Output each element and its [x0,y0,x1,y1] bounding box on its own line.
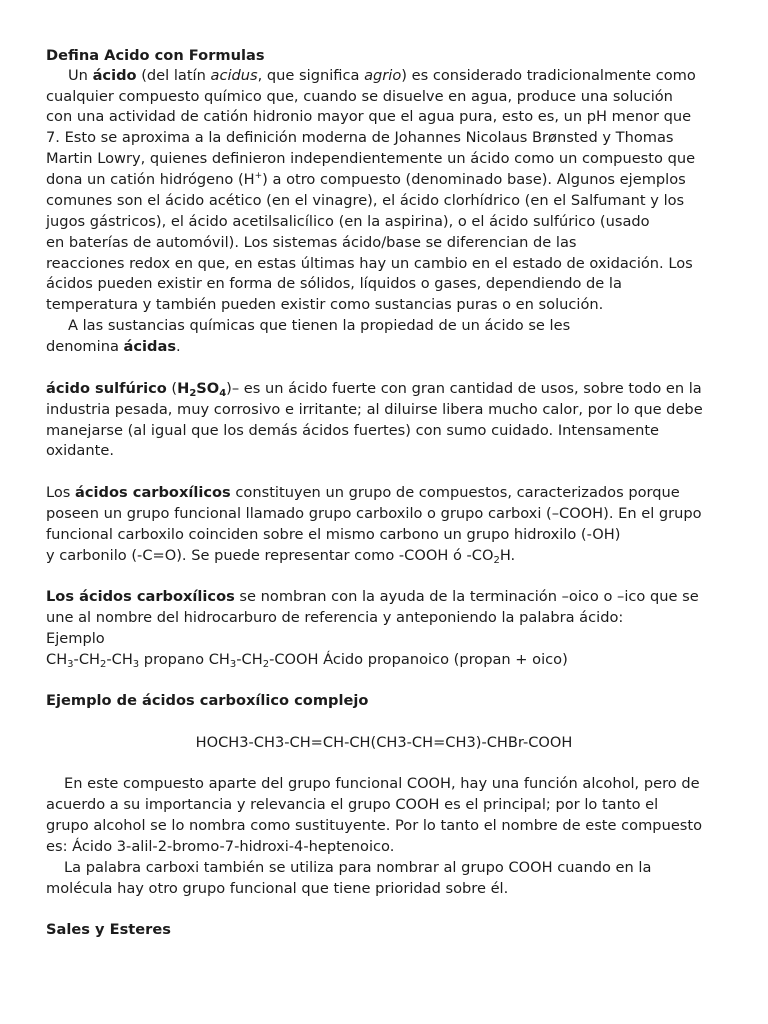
paragraph-line: Un ácido (del latín acidus, que significa agrio) es considerado tradicionalmente como [68,67,696,84]
paragraph-line: jugos gástricos), el ácido acetilsalicílico (en la aspirina), o el ácido sulfúrico (usado [46,213,650,230]
paragraph-line: ácido sulfúrico $(H_2SO_4)-$ es un ácido fuerte con gran cantidad de usos, sobre todo en la [46,380,702,399]
paragraph-line: En este compuesto aparte del grupo funcional COOH, hay una función alcohol, pero de [64,775,700,792]
page-title: Defina Acido con Formulas [46,47,265,64]
paragraph-line: Martin Lowry, quienes definieron independientemente un ácido como un compuesto que [46,150,696,167]
paragraph-line: une al nombre del hidrocarburo de referencia y anteponiendo la palabra ácido: [46,609,624,626]
paragraph-line: acuerdo a su importancia y relevancia el grupo COOH es el principal; por lo tanto el [46,796,659,813]
section-heading: Sales y Esteres [46,921,171,938]
paragraph-line: comunes son el ácido acético (en el vinagre), el ácido clorhídrico (en el Salfumant y los [46,192,685,209]
paragraph-line: es: Ácido 3-alil-2-bromo-7-hidroxi-4-heptenoico. [46,838,395,855]
paragraph-line: con una actividad de catión hidronio mayor que el agua pura, esto es, un pH menor que [46,108,692,125]
paragraph-line: A las sustancias químicas que tienen la propiedad de un ácido se les [68,317,571,334]
paragraph-line: Los ácidos carboxílicos constituyen un grupo de compuestos, caracterizados porque [46,484,680,501]
paragraph-line: oxidante. [46,442,114,459]
paragraph-line: Ejemplo [46,630,105,647]
paragraph-line: manejarse (al igual que los demás ácidos fuertes) con sumo cuidado. Intensamente [46,422,660,439]
paragraph-line: temperatura y también pueden existir como sustancias puras o en solución. [46,296,604,313]
paragraph-line: funcional carboxilo coinciden sobre el mismo carbono un grupo hidroxilo (-OH) [46,526,621,543]
paragraph-line: reacciones redox en que, en estas últimas hay un cambio en el estado de oxidación. Los [46,255,693,272]
paragraph-line: poseen un grupo funcional llamado grupo carboxilo o grupo carboxi (–COOH). En el grupo [46,505,702,522]
paragraph-line: en baterías de automóvil). Los sistemas ácido/base se diferencian de las [46,234,577,251]
paragraph-line: Los ácidos carboxílicos se nombran con la ayuda de la terminación –oico o –ico que se [46,588,699,605]
paragraph-line: ácidos pueden existir en forma de sólidos, líquidos o gases, dependiendo de la [46,275,622,292]
paragraph-line: cualquier compuesto químico que, cuando se disuelve en agua, produce una solución [46,88,673,105]
formula-centered: HOCH3-CH3-CH=CH-CH(CH3-CH=CH3)-CHBr-COOH [195,734,573,751]
paragraph-line: La palabra carboxi también se utiliza para nombrar al grupo COOH cuando en la [64,859,652,876]
paragraph-line: molécula hay otro grupo funcional que tiene prioridad sobre él. [46,880,509,897]
formula-line: $CH_3-CH_2-CH_3$ propano $CH_3-CH_2$-COOH Ácido propanoico (propan + oico) [46,651,568,670]
paragraph-line: y carbonilo (-C=O). Se puede representar como -COOH ó $-CO_2H$. [46,547,516,566]
paragraph-line: grupo alcohol se lo nombra como sustituyente. Por lo tanto el nombre de este compuesto [46,817,703,834]
paragraph-line: 7. Esto se aproxima a la definición moderna de Johannes Nicolaus Brønsted y Thomas [46,129,674,146]
paragraph-line: denomina ácidas. [46,338,181,355]
paragraph-line: industria pesada, muy corrosivo e irritante; al diluirse libera mucho calor, por lo que debe [46,401,703,418]
section-heading: Ejemplo de ácidos carboxílico complejo [46,692,369,709]
paragraph-line: dona un catión hidrógeno (H+) a otro compuesto (denominado base). Algunos ejemplos [46,171,686,188]
